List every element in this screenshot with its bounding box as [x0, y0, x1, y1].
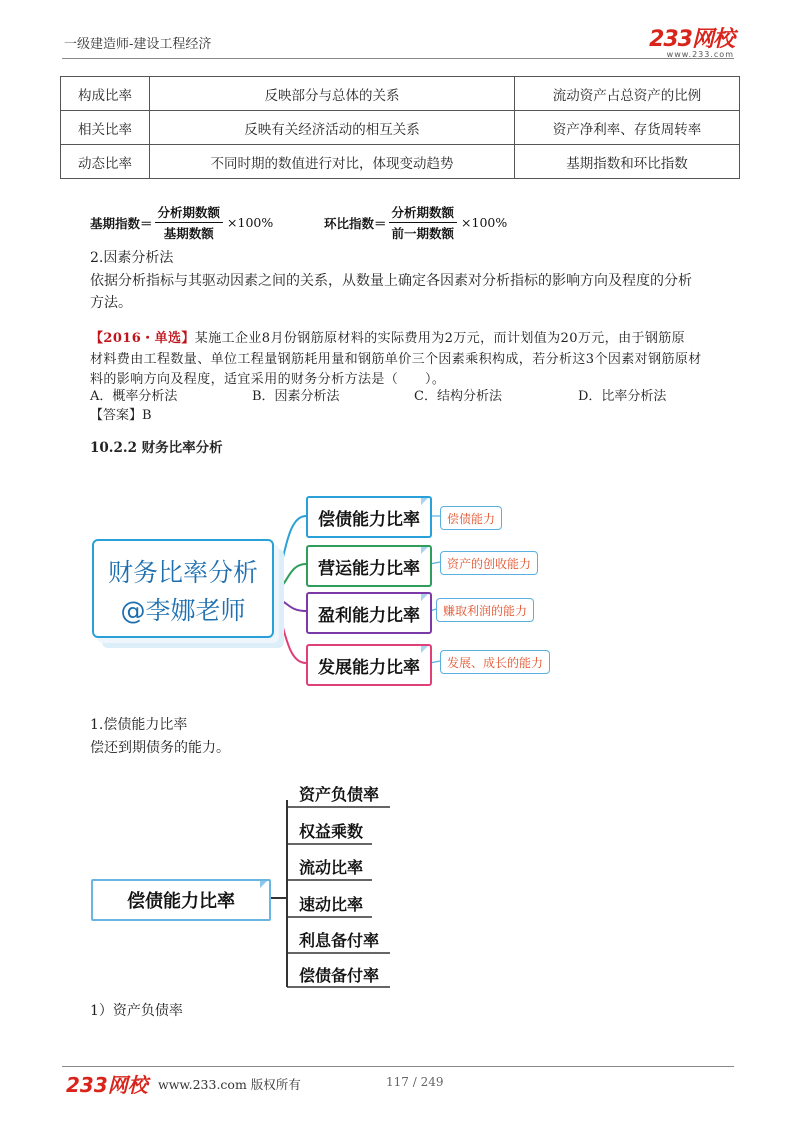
answer-line: 【答案】B	[90, 408, 152, 423]
table-cell-type: 构成比率	[61, 77, 150, 111]
table-cell-example: 流动资产占总资产的比例	[515, 77, 740, 111]
paragraph-line: 方法。	[90, 295, 132, 311]
table-cell-meaning: 反映部分与总体的关系	[150, 77, 515, 111]
section-heading-factor: 2.因素分析法	[90, 250, 174, 266]
question-line: 材料费由工程数量、单位工程量钢筋耗用量和钢筋单价三个因素乘积构成，若分析这3个因素对钢筋原材	[90, 352, 702, 367]
footer-divider	[62, 1066, 734, 1067]
leaf-equity-multiplier: 权益乘数	[299, 822, 364, 841]
question-line	[90, 329, 685, 350]
formula-label: 基期指数＝	[90, 215, 153, 231]
question-text: 某施工企业8月份钢筋原材料的实际费用为2万元，而计划值为20万元，由于钢筋原	[194, 331, 686, 346]
table-row	[61, 77, 740, 111]
table-row	[61, 145, 740, 179]
connector-profit	[270, 598, 306, 611]
subsection-heading: 1）资产负债率	[90, 1003, 183, 1019]
page-number: 117 / 249	[386, 1075, 444, 1089]
table-cell-meaning: 反映有关经济活动的相互关系	[150, 111, 515, 145]
node-fold	[260, 881, 267, 888]
node-fold	[421, 498, 428, 505]
branch-solvency-ratio: 偿债能力比率	[306, 496, 432, 538]
footer-logo: 233网校	[66, 1073, 148, 1097]
leaf-interest-coverage: 利息备付率	[299, 931, 380, 950]
formula-numerator: 分析期数额	[155, 203, 224, 223]
option-a: A．概率分析法	[90, 389, 178, 404]
connector-growth	[270, 604, 306, 663]
option-d: D．比率分析法	[578, 389, 667, 404]
brand-logo	[649, 22, 734, 59]
leaf-quick-ratio: 速动比率	[299, 895, 364, 914]
mindmap1-root-title: 财务比率分析	[107, 558, 258, 587]
header-divider	[62, 58, 734, 59]
formula-fraction	[155, 203, 224, 242]
table-cell-example: 基期指数和环比指数	[515, 145, 740, 179]
node-fold	[421, 547, 428, 554]
mindmap1-root-author: @李娜老师	[120, 596, 246, 625]
node-fold	[421, 646, 428, 653]
mindmap2-root: 偿债能力比率	[91, 879, 271, 921]
leaf-current-ratio: 流动比率	[299, 858, 364, 877]
question-tag: 【2016・单选】	[90, 331, 195, 346]
question-line: 料的影响方向及程度，适宜采用的财务分析方法是（ ）。	[90, 372, 446, 387]
formula-denominator: 前一期数额	[391, 226, 455, 241]
table-cell-type: 相关比率	[61, 111, 150, 145]
leaf-debt-service-coverage: 偿债备付率	[299, 966, 380, 985]
formula-fraction	[389, 203, 458, 242]
section-heading-solvency: 1.偿债能力比率	[90, 717, 188, 733]
ratio-type-table	[60, 76, 740, 179]
option-c: C．结构分析法	[414, 389, 502, 404]
table-cell-type: 动态比率	[61, 145, 150, 179]
formula-label: 环比指数＝	[324, 215, 387, 231]
note-solvency: 偿债能力	[440, 506, 502, 530]
brand-logo-url: www.233.com	[666, 50, 734, 59]
table-cell-example: 资产净利率、存货周转率	[515, 111, 740, 145]
formula-denominator: 基期数额	[163, 226, 214, 241]
table-cell-meaning: 不同时期的数值进行对比，体现变动趋势	[150, 145, 515, 179]
branch-growth-ratio: 发展能力比率	[306, 644, 432, 686]
table-row	[61, 111, 740, 145]
brand-logo-text: 233网校	[649, 27, 734, 52]
formula-numerator: 分析期数额	[389, 203, 458, 223]
branch-operating-ratio: 营运能力比率	[306, 545, 432, 587]
header-title: 一级建造师-建设工程经济	[64, 37, 212, 52]
mindmap1-root	[92, 539, 274, 638]
formula-multiplier: ×100%	[227, 215, 274, 230]
footer-copyright: www.233.com 版权所有	[158, 1077, 301, 1092]
branch-profit-ratio: 盈利能力比率	[306, 592, 432, 634]
formula-multiplier: ×100%	[461, 215, 508, 230]
node-fold	[421, 594, 428, 601]
paragraph-line: 依据分析指标与其驱动因素之间的关系，从数量上确定各因素对分析指标的影响方向及程度的分析	[90, 273, 692, 289]
paragraph-line: 偿还到期债务的能力。	[90, 740, 230, 756]
section-heading-ratio: 10.2.2 财务比率分析	[90, 440, 223, 456]
chain-index-formula	[324, 203, 507, 242]
connector-operating	[270, 564, 306, 592]
leaf-debt-ratio: 资产负债率	[299, 785, 380, 804]
note-profit: 赚取利润的能力	[436, 598, 534, 622]
connector-solvency	[270, 516, 306, 585]
note-growth: 发展、成长的能力	[440, 650, 550, 674]
note-operating: 资产的创收能力	[440, 551, 538, 575]
base-index-formula	[90, 203, 273, 242]
option-b: B．因素分析法	[252, 389, 340, 404]
